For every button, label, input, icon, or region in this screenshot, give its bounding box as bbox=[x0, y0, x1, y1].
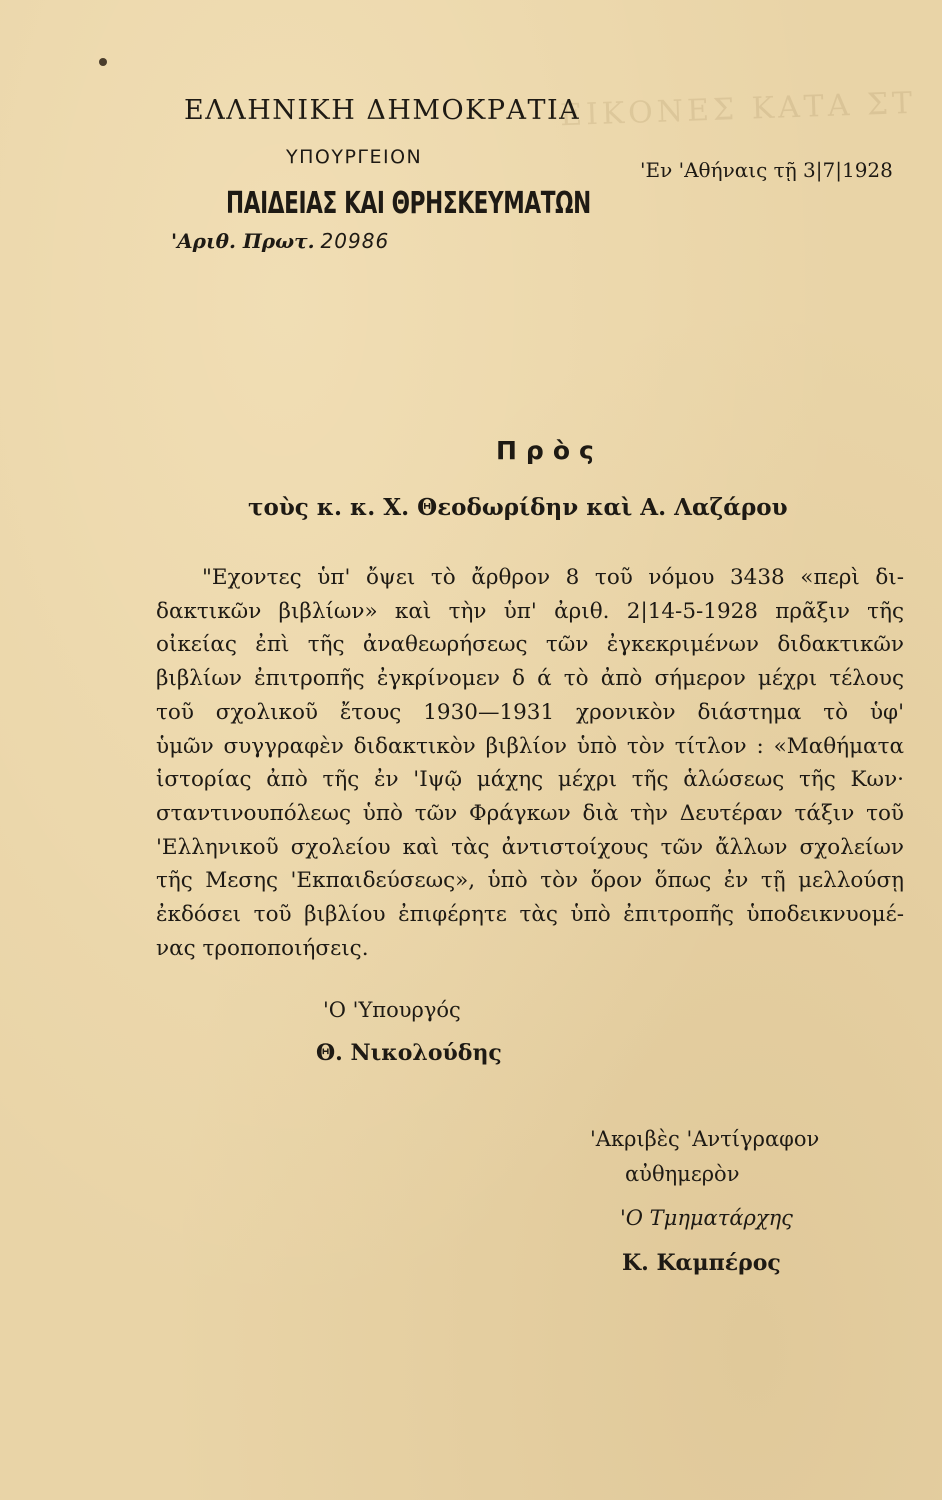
body-line: τοῦ σχολικοῦ ἔτους 1930—1931 χρονικὸν διάστημα τὸ ὑφ' bbox=[156, 699, 904, 725]
body-line: "Εχοντες ὑπ' ὄψει τὸ ἄρθρον 8 τοῦ νόμου 3438 «περὶ δι- bbox=[202, 565, 904, 590]
certified-copy-line2: αὐθημερὸν bbox=[625, 1162, 740, 1186]
body-line: οἰκείας ἐπὶ τῆς ἀναθεωρήσεως τῶν ἐγκεκριμένων διδακτικῶν bbox=[156, 632, 904, 658]
protocol-label: 'Αριθ. Πρωτ. bbox=[171, 229, 315, 253]
body-line: δακτικῶν βιβλίων» καὶ τὴν ὑπ' ἀριθ. 2|14-5-1928 πρᾶξιν τῆς bbox=[156, 598, 904, 624]
ink-speck bbox=[99, 58, 107, 66]
ministry-line2: ΠΑΙΔΕΙΑΣ ΚΑΙ ΘΡΗΣΚΕΥΜΑΤΩΝ bbox=[226, 186, 591, 221]
body-line: σταντινουπόλεως ὑπὸ τῶν Φράγκων διὰ τὴν Δευτέραν τάξιν τοῦ bbox=[156, 800, 904, 826]
body-line: ἱστορίας ἀπὸ τῆς ἐν 'Ιψῷ μάχης μέχρι τῆς ἁλώσεως τῆς Κων· bbox=[156, 767, 904, 793]
protocol-value: 20986 bbox=[320, 229, 390, 253]
letter-body bbox=[156, 561, 904, 965]
protocol-number bbox=[171, 229, 389, 253]
certified-copy-line1: 'Ακριβὲς 'Αντίγραφον bbox=[590, 1127, 820, 1151]
salutation-pros: Πρὸς bbox=[496, 436, 603, 465]
section-head-title: 'Ο Τμηματάρχης bbox=[620, 1206, 793, 1230]
section-head-name: Κ. Καμπέρος bbox=[622, 1250, 781, 1276]
republic-heading: ΕΛΛΗΝΙΚΗ ΔΗΜΟΚΡΑΤΙΑ bbox=[184, 95, 581, 126]
body-line: ἐκδόσει τοῦ βιβλίου ἐπιφέρητε τὰς ὑπὸ ἐπιτροπῆς ὑποδεικνυομέ- bbox=[156, 902, 904, 928]
body-line: βιβλίων ἐπιτροπῆς ἐγκρίνομεν δ ά τὸ ἀπὸ σήμερον μέχρι τέλους bbox=[156, 666, 904, 692]
body-line: ὑμῶν συγγραφὲν διδακτικὸν βιβλίον ὑπὸ τὸν τίτλον : «Μαθήματα bbox=[156, 733, 904, 759]
dateline: 'Εν 'Αθήναις τῇ 3|7|1928 bbox=[640, 158, 893, 182]
minister-name: Θ. Νικολούδης bbox=[316, 1040, 502, 1066]
addressee: τοὺς κ. κ. Χ. Θεοδωρίδην καὶ Α. Λαζάρου bbox=[248, 494, 788, 521]
minister-title: 'Ο 'Υπουργός bbox=[323, 998, 461, 1022]
ministry-line1: ΥΠΟΥΡΓΕΙΟΝ bbox=[286, 146, 423, 168]
body-line: τῆς Μεσης 'Εκπαιδεύσεως», ὑπὸ τὸν ὅρον ὅπως ἐν τῇ μελλούσῃ bbox=[156, 868, 904, 894]
body-line: 'Ελληνικοῦ σχολείου καὶ τὰς ἀντιστοίχους τῶν ἄλλων σχολείων bbox=[156, 834, 904, 860]
show-through-text: ΕΙΚΟΝΕΣ ΚΑΤΑ ΣΤ bbox=[559, 85, 917, 134]
body-line: νας τροποποιήσεις. bbox=[156, 935, 369, 961]
